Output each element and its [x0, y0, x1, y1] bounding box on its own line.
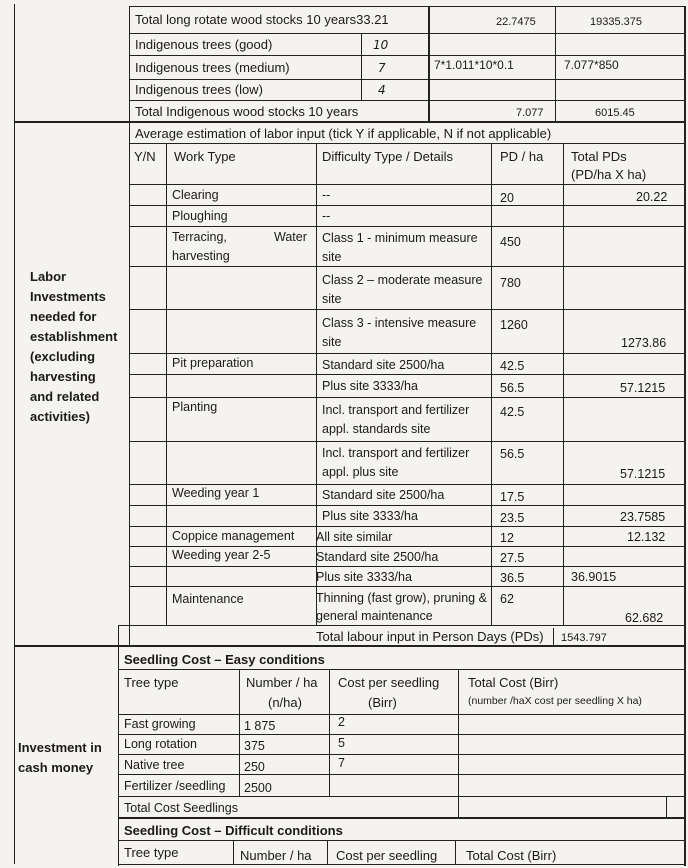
rule: [118, 669, 686, 670]
number-per-ha: 2500: [244, 781, 272, 795]
labor-side-label: [30, 267, 117, 427]
rule: [118, 625, 686, 626]
rule: [129, 353, 686, 354]
pd-per-ha: 450: [500, 235, 521, 249]
rule: [129, 586, 686, 587]
pd-per-ha: 1260: [500, 318, 528, 332]
rule: [118, 817, 686, 819]
side-line: Labor: [30, 269, 67, 284]
difficulty: Plus site 3333/ha: [322, 509, 418, 523]
col-yn-header: Y/N: [134, 149, 156, 164]
side-line: Investment in: [18, 740, 102, 755]
pd-per-ha: 42.5: [500, 405, 525, 419]
difficulty: site: [322, 292, 342, 306]
rule: [129, 33, 686, 34]
rule: [684, 6, 686, 123]
col-total-cost: Total Cost (Birr): [468, 675, 559, 690]
work-type: Terracing,: [172, 230, 227, 244]
rule: [129, 441, 686, 442]
side-line: cash money: [18, 760, 94, 775]
pd-per-ha: 36.5: [500, 571, 525, 585]
side-line: needed for: [30, 309, 97, 324]
number-per-ha: 250: [244, 760, 265, 774]
difficulty: Standard site 2500/ha: [322, 358, 445, 372]
col-work-header: Work Type: [174, 149, 236, 164]
rule: [129, 6, 130, 123]
rule: [118, 647, 119, 866]
tree-type: Native tree: [124, 758, 185, 772]
pd-per-ha: 12: [500, 531, 514, 545]
rule: [118, 774, 686, 775]
rule: [118, 864, 686, 865]
tree-type: Fast growing: [124, 717, 196, 731]
difficult-conditions-title: Seedling Cost – Difficult conditions: [124, 823, 343, 838]
rule: [14, 645, 686, 647]
wood-low-count: 4: [378, 83, 386, 97]
wood-medium-count: 7: [378, 61, 386, 75]
wood-indigenous-total-label: Total Indigenous wood stocks 10 years: [135, 104, 359, 119]
work-type: Pit preparation: [172, 356, 254, 370]
wood-long-rotate-label: Total long rotate wood stocks 10 years33.21: [135, 12, 389, 27]
rule: [455, 841, 456, 865]
side-line: establishment: [30, 329, 118, 344]
work-type: Coppice management: [172, 529, 295, 543]
total-pds: 62.682: [625, 611, 664, 625]
difficulty: Plus site 3333/ha: [316, 570, 412, 584]
wood-good-label: Indigenous trees (good): [135, 37, 273, 52]
col-tree-type: Tree type: [124, 845, 179, 860]
rule: [129, 143, 686, 144]
rule: [428, 6, 430, 123]
rule: [118, 714, 686, 715]
rule: [118, 754, 686, 755]
pd-per-ha: 62: [500, 592, 514, 606]
labor-total-label: Total labour input in Person Days (PDs): [316, 629, 544, 644]
rule: [361, 34, 362, 101]
difficulty: Incl. transport and fertilizer: [322, 403, 470, 417]
difficulty: Thinning (fast grow), pruning &: [316, 591, 487, 605]
rule: [129, 309, 686, 310]
rule: [129, 397, 686, 398]
rule: [129, 6, 686, 7]
wood-indigenous-total-c2: 6015.45: [595, 107, 635, 119]
cash-side-label: [18, 738, 102, 778]
rule: [118, 840, 686, 841]
total-pds: 36.9015: [571, 570, 617, 584]
rule: [118, 625, 119, 647]
col-tree-type: Tree type: [124, 675, 179, 690]
total-pds: 57.1215: [620, 467, 666, 481]
wood-low-label: Indigenous trees (low): [135, 82, 263, 97]
rule: [118, 796, 686, 797]
rule: [129, 205, 686, 206]
wood-medium-c1: 7*1.011*10*0.1: [434, 58, 514, 72]
rule: [14, 121, 686, 123]
difficulty: site: [322, 335, 342, 349]
work-type: Maintenance: [172, 592, 244, 606]
total-pds: 12.132: [627, 530, 666, 544]
col-cost-seedling: Cost per seedling: [338, 675, 440, 690]
difficulty: Plus site 3333/ha: [322, 379, 418, 393]
rule: [166, 144, 167, 625]
col-total-cost: Total Cost (Birr): [466, 848, 557, 863]
rule: [684, 647, 686, 866]
rule: [129, 100, 686, 101]
difficulty: appl. standards site: [322, 422, 431, 436]
difficulty: appl. plus site: [322, 465, 399, 479]
work-type: Water: [274, 230, 307, 244]
cost-per-seedling: 7: [338, 756, 345, 770]
wood-medium-c2: 7.077*850: [564, 58, 619, 72]
col-total-cost-sub: (number /haX cost per seedling X ha): [468, 695, 642, 707]
pd-per-ha: 17.5: [500, 490, 525, 504]
pd-per-ha: 23.5: [500, 511, 525, 525]
col-total-header: Total PDs: [571, 149, 627, 164]
tree-type: Fertilizer /seedling: [124, 779, 226, 793]
pd-per-ha: 20: [500, 191, 514, 205]
difficulty: Incl. transport and fertilizer: [322, 446, 470, 460]
cost-per-seedling: 2: [338, 715, 345, 729]
total-pds: 23.7585: [620, 510, 666, 524]
col-cost-seedling-sub: (Birr): [368, 695, 397, 710]
wood-indigenous-total-c1: 7.077: [516, 107, 544, 119]
total-pds: 20.22: [636, 190, 668, 204]
rule: [129, 484, 686, 485]
side-line: harvesting: [30, 369, 96, 384]
total-pds: 57.1215: [620, 381, 666, 395]
rule: [129, 546, 686, 547]
difficulty: Standard site 2500/ha: [322, 488, 445, 502]
difficulty: Class 3 - intensive measure: [322, 316, 477, 330]
pd-per-ha: 56.5: [500, 447, 525, 461]
col-number-ha: Number / ha: [246, 675, 318, 690]
wood-long-rotate-c2: 19335.375: [590, 16, 642, 28]
rule: [129, 266, 686, 267]
rule: [118, 734, 686, 735]
side-line: and related: [30, 389, 100, 404]
difficulty: --: [322, 188, 331, 202]
rule: [327, 841, 328, 865]
rule: [129, 123, 130, 646]
number-per-ha: 375: [244, 739, 265, 753]
rule: [329, 670, 330, 797]
rule: [555, 6, 556, 123]
col-difficulty-header: Difficulty Type / Details: [322, 149, 454, 164]
work-type: Weeding year 2-5: [172, 548, 271, 562]
tree-type: Long rotation: [124, 737, 197, 751]
pd-per-ha: 42.5: [500, 359, 525, 373]
labor-heading: Average estimation of labor input (tick Y if applicable, N if not applicable): [135, 126, 552, 141]
side-line: (excluding: [30, 349, 96, 364]
rule: [684, 123, 686, 646]
rule: [129, 55, 686, 56]
work-type: Ploughing: [172, 209, 228, 223]
labor-total-value: 1543.797: [561, 632, 607, 644]
difficulty: Class 1 - minimum measure: [322, 231, 478, 245]
col-pd-header: PD / ha: [500, 149, 544, 164]
total-pds: 1273.86: [621, 336, 667, 350]
col-total-header-sub: (PD/ha X ha): [571, 167, 647, 182]
col-cost-seedling: Cost per seedling: [336, 848, 438, 863]
cost-per-seedling: 5: [338, 736, 345, 750]
difficulty: general maintenance: [316, 609, 433, 623]
wood-long-rotate-c1: 22.7475: [496, 16, 536, 28]
rule: [129, 226, 686, 227]
rule: [233, 841, 234, 865]
rule: [129, 526, 686, 527]
work-type: Weeding year 1: [172, 486, 260, 500]
rule: [666, 797, 667, 819]
side-line: Investments: [30, 289, 106, 304]
rule: [458, 670, 459, 819]
rule: [129, 505, 686, 506]
col-number-ha-sub: (n/ha): [268, 695, 302, 710]
rule: [129, 184, 686, 185]
wood-good-count: 10: [373, 38, 389, 52]
number-per-ha: 1 875: [244, 719, 276, 733]
rule: [491, 144, 492, 625]
difficulty: Class 2 – moderate measure: [322, 273, 483, 287]
work-type: Clearing: [172, 188, 219, 202]
difficulty: site: [322, 250, 342, 264]
side-line: activities): [30, 409, 90, 424]
col-number-ha: Number / ha: [240, 848, 312, 863]
rule: [129, 79, 686, 80]
work-type: Planting: [172, 400, 218, 414]
rule: [129, 374, 686, 375]
pd-per-ha: 780: [500, 276, 521, 290]
rule: [553, 628, 554, 646]
rule: [239, 670, 240, 797]
difficulty: Standard site 2500/ha: [316, 550, 439, 564]
difficulty: All site similar: [316, 530, 393, 544]
easy-conditions-title: Seedling Cost – Easy conditions: [124, 652, 325, 667]
work-type: harvesting: [172, 249, 230, 263]
rule: [129, 566, 686, 567]
rule: [563, 144, 564, 625]
pd-per-ha: 56.5: [500, 381, 525, 395]
pd-per-ha: 27.5: [500, 551, 525, 565]
difficulty: --: [322, 209, 331, 223]
wood-medium-label: Indigenous trees (medium): [135, 60, 290, 75]
total-cost-seedlings-label: Total Cost Seedlings: [124, 801, 238, 815]
